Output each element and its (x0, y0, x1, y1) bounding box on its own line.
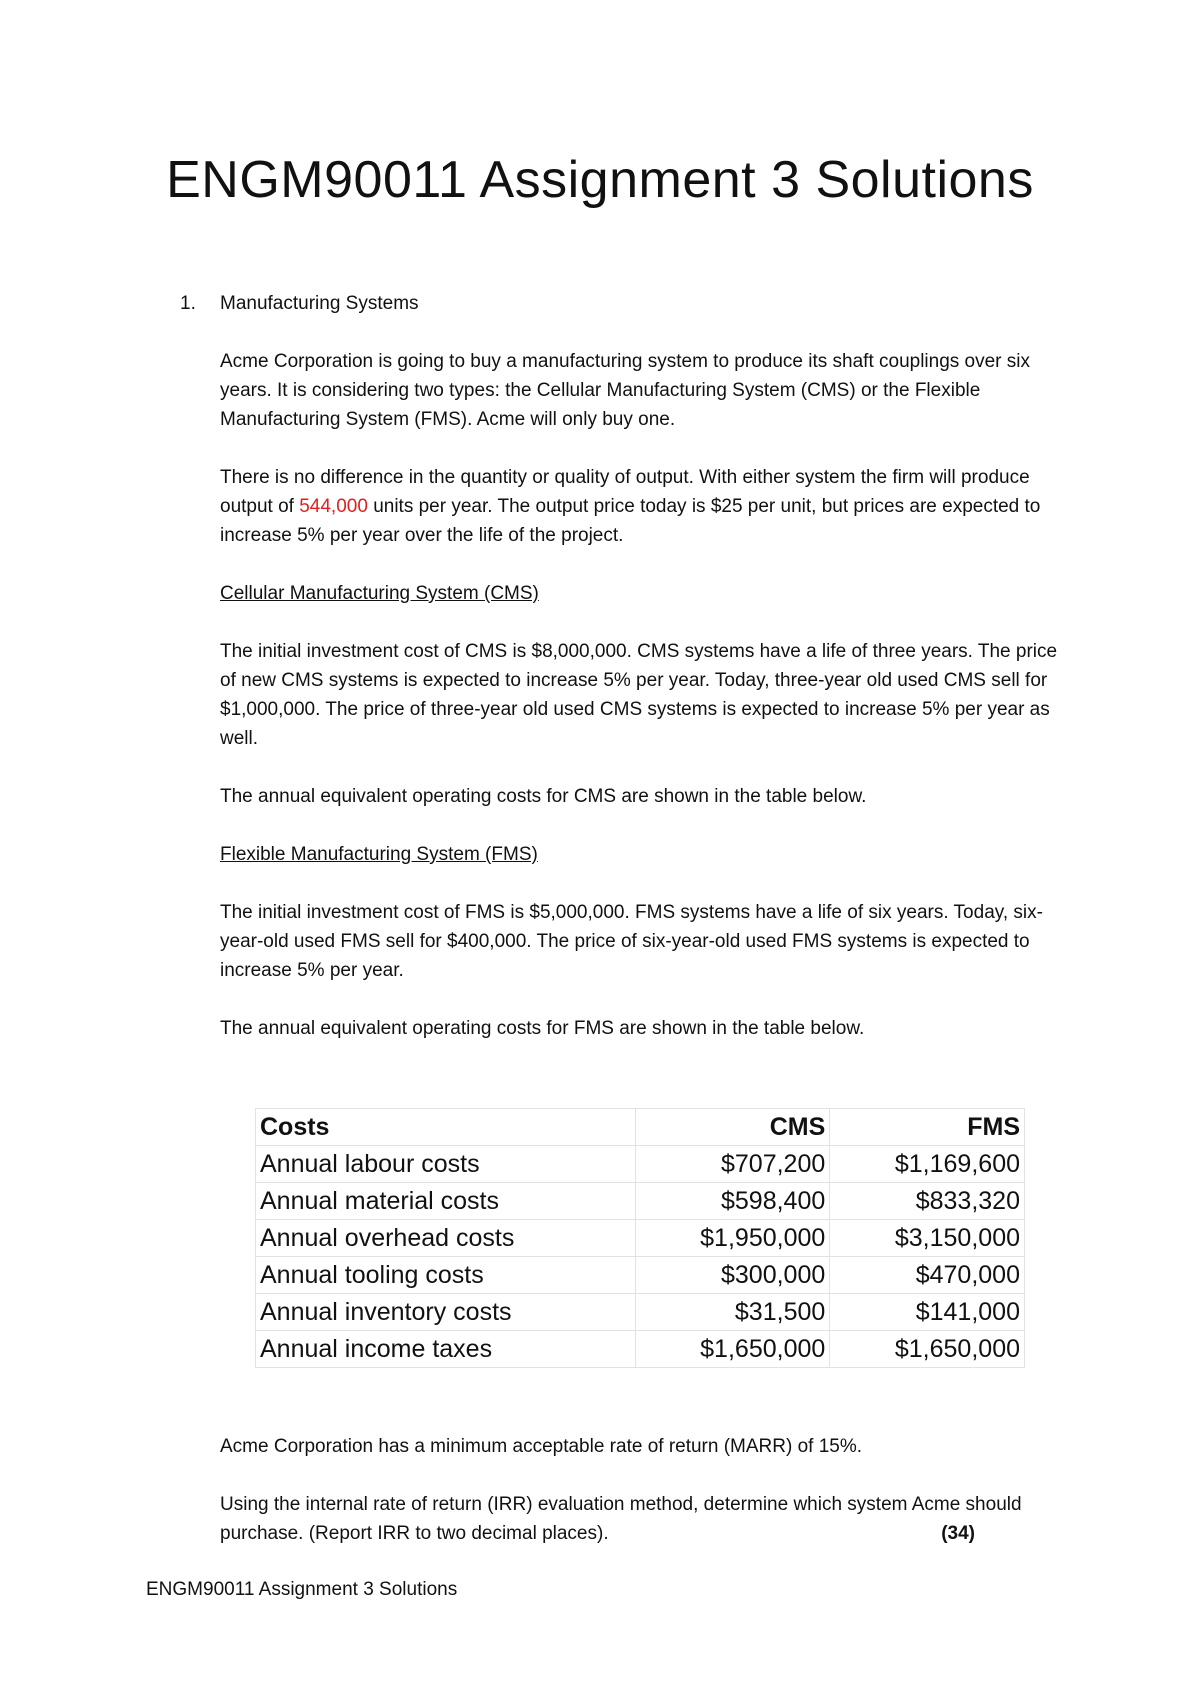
fms-paragraph-1: The initial investment cost of FMS is $5,000,000. FMS systems have a life of six years. Today, six-year-old used FMS sell for $400,000. The price of six-year-old used FMS systems is expected to increase 5% per year. (220, 902, 1043, 981)
cms-value: $300,000 (635, 1257, 830, 1294)
page-footer: ENGM90011 Assignment 3 Solutions (146, 1579, 458, 1600)
output-quantity-highlight: 544,000 (299, 496, 368, 517)
cms-value: $707,200 (635, 1146, 830, 1183)
intro-paragraph-1: Acme Corporation is going to buy a manufacturing system to produce its shaft couplings over six years. It is considering two types: the Cellular Manufacturing System (CMS) or the Flexible Manufacturing System (FMS). Acme will only buy one. (220, 351, 1031, 430)
cms-value: $1,950,000 (635, 1220, 830, 1257)
intro-text-before: There is no difference in the quantity or quality of output. With either system the firm will produce output of (220, 467, 1030, 517)
intro-paragraph-2 (220, 463, 1070, 550)
table-row (256, 1294, 1025, 1331)
fms-heading: Flexible Manufacturing System (FMS) (220, 844, 538, 865)
table-row (256, 1220, 1025, 1257)
table-header-row (256, 1109, 1025, 1146)
question-body (180, 289, 1070, 1072)
closing-section (220, 1432, 1070, 1577)
marr-paragraph: Acme Corporation has a minimum acceptable rate of return (MARR) of 15%. (220, 1436, 863, 1457)
row-label: Annual overhead costs (256, 1220, 636, 1257)
fms-paragraph-2: The annual equivalent operating costs for FMS are shown in the table below. (220, 1018, 865, 1039)
costs-table (255, 1108, 1025, 1368)
cms-value: $31,500 (635, 1294, 830, 1331)
cms-heading: Cellular Manufacturing System (CMS) (220, 583, 539, 604)
section-title: Manufacturing Systems (220, 293, 419, 314)
table-row (256, 1331, 1025, 1368)
table-row (256, 1183, 1025, 1220)
question-paragraph (220, 1490, 1070, 1548)
page-title: ENGM90011 Assignment 3 Solutions (166, 151, 1034, 209)
table-row (256, 1257, 1025, 1294)
row-label: Annual income taxes (256, 1331, 636, 1368)
row-label: Annual labour costs (256, 1146, 636, 1183)
fms-value: $141,000 (830, 1294, 1025, 1331)
intro-text-after: units per year. The output price today is $25 per unit, but prices are expected to increase 5% per year over the life of the project. (220, 496, 1041, 546)
cms-paragraph-1: The initial investment cost of CMS is $8,000,000. CMS systems have a life of three years. The price of new CMS systems is expected to increase 5% per year. Today, three-year old used CMS sell for $1,000,000. The price of three-year old used CMS systems is expected to increase 5% per year as well. (220, 641, 1058, 749)
fms-value: $470,000 (830, 1257, 1025, 1294)
fms-value: $1,650,000 (830, 1331, 1025, 1368)
table-row (256, 1146, 1025, 1183)
fms-value: $833,320 (830, 1183, 1025, 1220)
fms-value: $3,150,000 (830, 1220, 1025, 1257)
header-costs: Costs (256, 1109, 636, 1146)
fms-value: $1,169,600 (830, 1146, 1025, 1183)
row-label: Annual inventory costs (256, 1294, 636, 1331)
row-label: Annual tooling costs (256, 1257, 636, 1294)
cms-value: $1,650,000 (635, 1331, 830, 1368)
cms-value: $598,400 (635, 1183, 830, 1220)
marks-label: (34) (941, 1523, 975, 1544)
section-heading (180, 289, 1070, 318)
cms-paragraph-2: The annual equivalent operating costs for CMS are shown in the table below. (220, 786, 867, 807)
row-label: Annual material costs (256, 1183, 636, 1220)
header-cms: CMS (635, 1109, 830, 1146)
question-text: Using the internal rate of return (IRR) evaluation method, determine which system Acme should purchase. (Report IRR to two decimal places). (220, 1494, 1022, 1544)
section-number: 1. (180, 293, 196, 314)
header-fms: FMS (830, 1109, 1025, 1146)
